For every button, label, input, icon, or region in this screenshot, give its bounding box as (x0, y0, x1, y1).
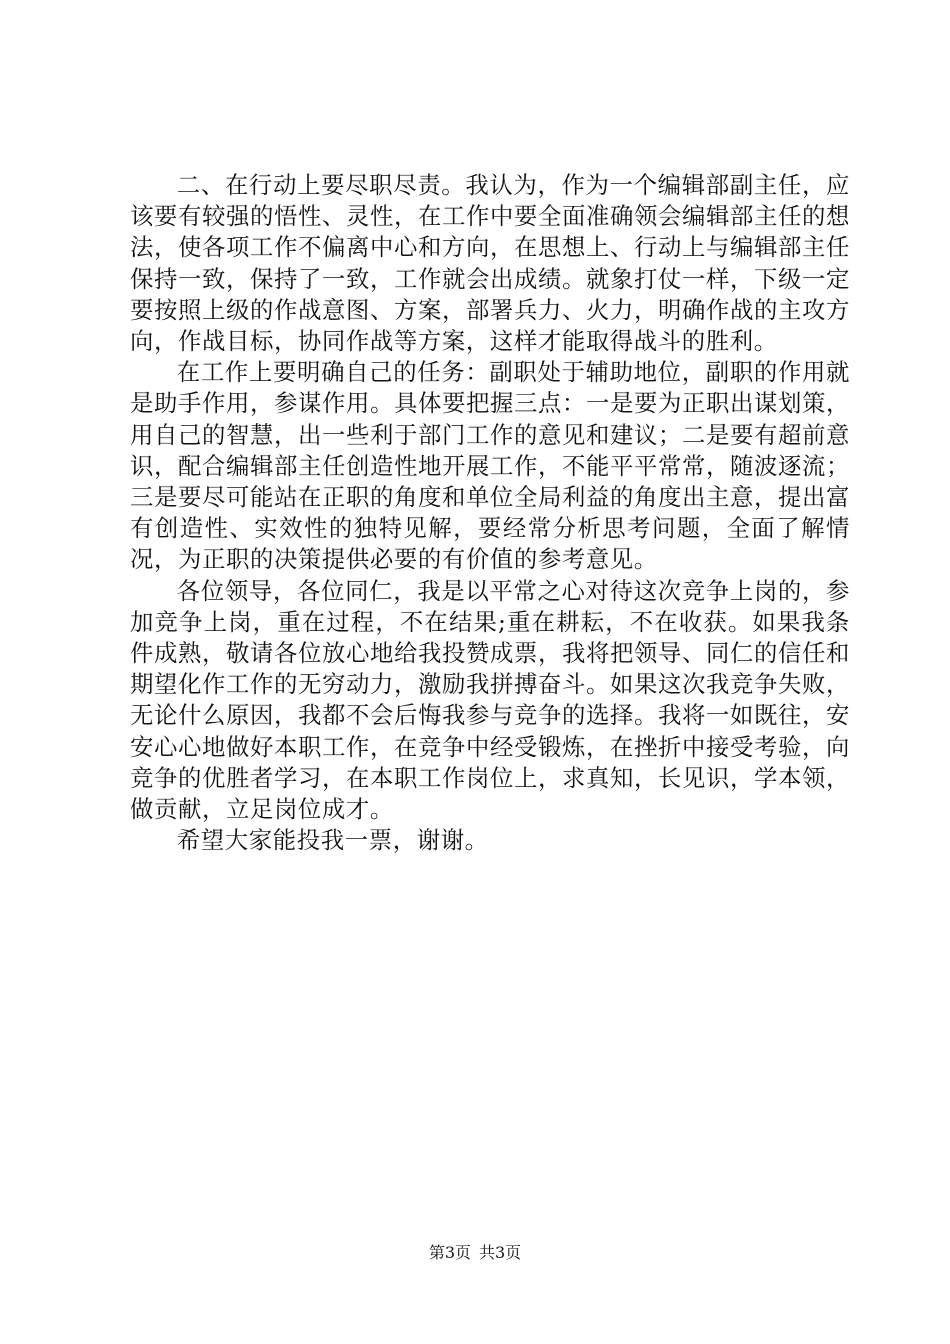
paragraph-attitude: 各位领导，各位同仁，我是以平常之心对待这次竞争上岗的，参加竞争上岗，重在过程，不在结果;重在耕耘，不在收获。如果我条件成熟，敬请各位放心地给我投赞成票，我将把领导、同仁的信任和期望化作工作的无穷动力，激励我拼搏奋斗。如果这次我竞争失败，无论什么原因，我都不会后悔我参与竞争的选择。我将一如既往，安安心心地做好本职工作，在竞争中经受锻炼，在挫折中接受考验，向竞争的优胜者学习，在本职工作岗位上，求真知，长见识，学本领，做贡献，立足岗位成才。 (130, 576, 850, 824)
paragraph-tasks: 在工作上要明确自己的任务：副职处于辅助地位，副职的作用就是助手作用，参谋作用。具体要把握三点：一是要为正职出谋划策，用自己的智慧，出一些利于部门工作的意见和建议；二是要有超前意识，配合编辑部主任创造性地开展工作，不能平平常常，随波逐流；三是要尽可能站在正职的角度和单位全局利益的角度出主意，提出富有创造性、实效性的独特见解，要经常分析思考问题，全面了解情况，为正职的决策提供必要的有价值的参考意见。 (130, 358, 850, 574)
paragraph-duty: 二、在行动上要尽职尽责。我认为，作为一个编辑部副主任，应该要有较强的悟性、灵性，在工作中要全面准确领会编辑部主任的想法，使各项工作不偏离中心和方向，在思想上、行动上与编辑部主任保持一致，保持了一致，工作就会出成绩。就象打仗一样，下级一定要按照上级的作战意图、方案，部署兵力、火力，明确作战的主攻方向，作战目标，协同作战等方案，这样才能取得战斗的胜利。 (130, 171, 850, 356)
page-total: 共3页 (479, 1243, 522, 1262)
page-number: 第3页 (428, 1243, 471, 1262)
page-footer (0, 1243, 950, 1263)
paragraph-closing: 希望大家能投我一票，谢谢。 (176, 826, 489, 855)
document-body (130, 170, 850, 856)
